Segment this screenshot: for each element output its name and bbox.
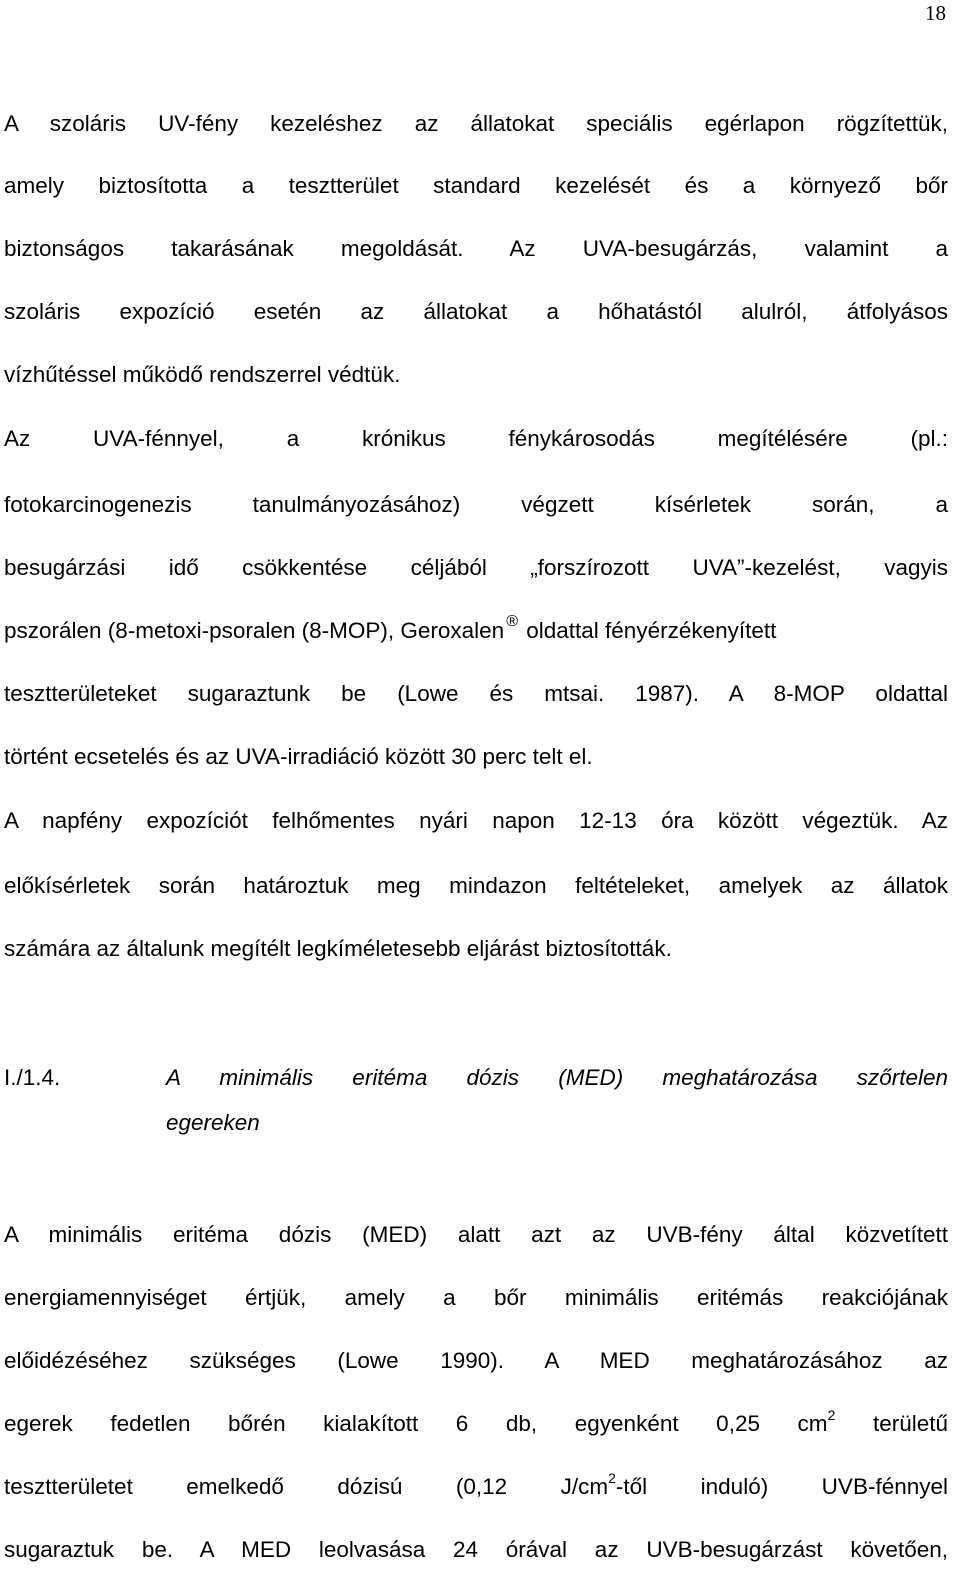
- text-segment: egerek fedetlen bőrén kialakított 6 db, egyenként 0,25 cm: [4, 1411, 828, 1436]
- text-line: amely biztosította a tesztterület standard kezelését és a környező bőr: [4, 173, 948, 198]
- text-segment: oldattal fényérzékenyített: [519, 618, 777, 643]
- text-line: szoláris expozíció esetén az állatokat a hőhatástól alulról, átfolyásos: [4, 299, 948, 324]
- text-line-with-registered-mark: [4, 613, 948, 649]
- text-line: A szoláris UV-fény kezeléshez az állatokat speciális egérlapon rögzítettük,: [4, 111, 948, 136]
- text-segment: pszorálen (8-metoxi-psoralen (8-MOP), Geroxalen: [4, 618, 505, 643]
- text-line: energiamennyiséget értjük, amely a bőr minimális eritémás reakciójának: [4, 1285, 948, 1310]
- superscript: 2: [608, 1470, 616, 1486]
- text-line: A napfény expozíciót felhőmentes nyári napon 12-13 óra között végeztük. Az: [4, 808, 948, 833]
- section-title: A minimális eritéma dózis (MED) meghatározása szőrtelen: [166, 1065, 948, 1090]
- text-line: besugárzási idő csökkentése céljából „forszírozott UVA”-kezelést, vagyis: [4, 555, 948, 580]
- text-segment: területű: [835, 1411, 948, 1436]
- text-line-with-superscript: [4, 1409, 948, 1441]
- text-line-with-superscript: [4, 1472, 948, 1504]
- text-line: történt ecsetelés és az UVA-irradiáció között 30 perc telt el.: [4, 744, 593, 769]
- text-line: előkísérletek során határoztuk meg mindazon feltételeket, amelyek az állatok: [4, 873, 948, 898]
- text-line: vízhűtéssel működő rendszerrel védtük.: [4, 362, 401, 387]
- text-line: A minimális eritéma dózis (MED) alatt azt az UVB-fény által közvetített: [4, 1222, 948, 1247]
- text-line: Az UVA-fénnyel, a krónikus fénykárosodás megítélésére (pl.:: [4, 426, 948, 451]
- text-segment: tesztterületet emelkedő dózisú (0,12 J/cm: [4, 1474, 609, 1499]
- text-line: tesztterületeket sugaraztunk be (Lowe és mtsai. 1987). A 8-MOP oldattal: [4, 681, 948, 706]
- registered-mark: ®: [506, 613, 518, 630]
- text-line: számára az általunk megítélt legkíméletesebb eljárást biztosították.: [4, 936, 672, 961]
- text-segment: -től induló) UVB-fénnyel: [615, 1474, 948, 1499]
- text-line: előidézéséhez szükséges (Lowe 1990). A MED meghatározásához az: [4, 1348, 948, 1373]
- text-line: sugaraztuk be. A MED leolvasása 24 órával az UVB-besugárzást követően,: [4, 1537, 948, 1562]
- text-line: fotokarcinogenezis tanulmányozásához) végzett kísérletek során, a: [4, 492, 948, 517]
- text-line: biztonságos takarásának megoldását. Az UVA-besugárzás, valamint a: [4, 236, 948, 261]
- superscript: 2: [827, 1407, 836, 1423]
- section-number: I./1.4.: [4, 1065, 61, 1090]
- section-title: egereken: [166, 1110, 260, 1135]
- page-number: 18: [925, 1, 946, 25]
